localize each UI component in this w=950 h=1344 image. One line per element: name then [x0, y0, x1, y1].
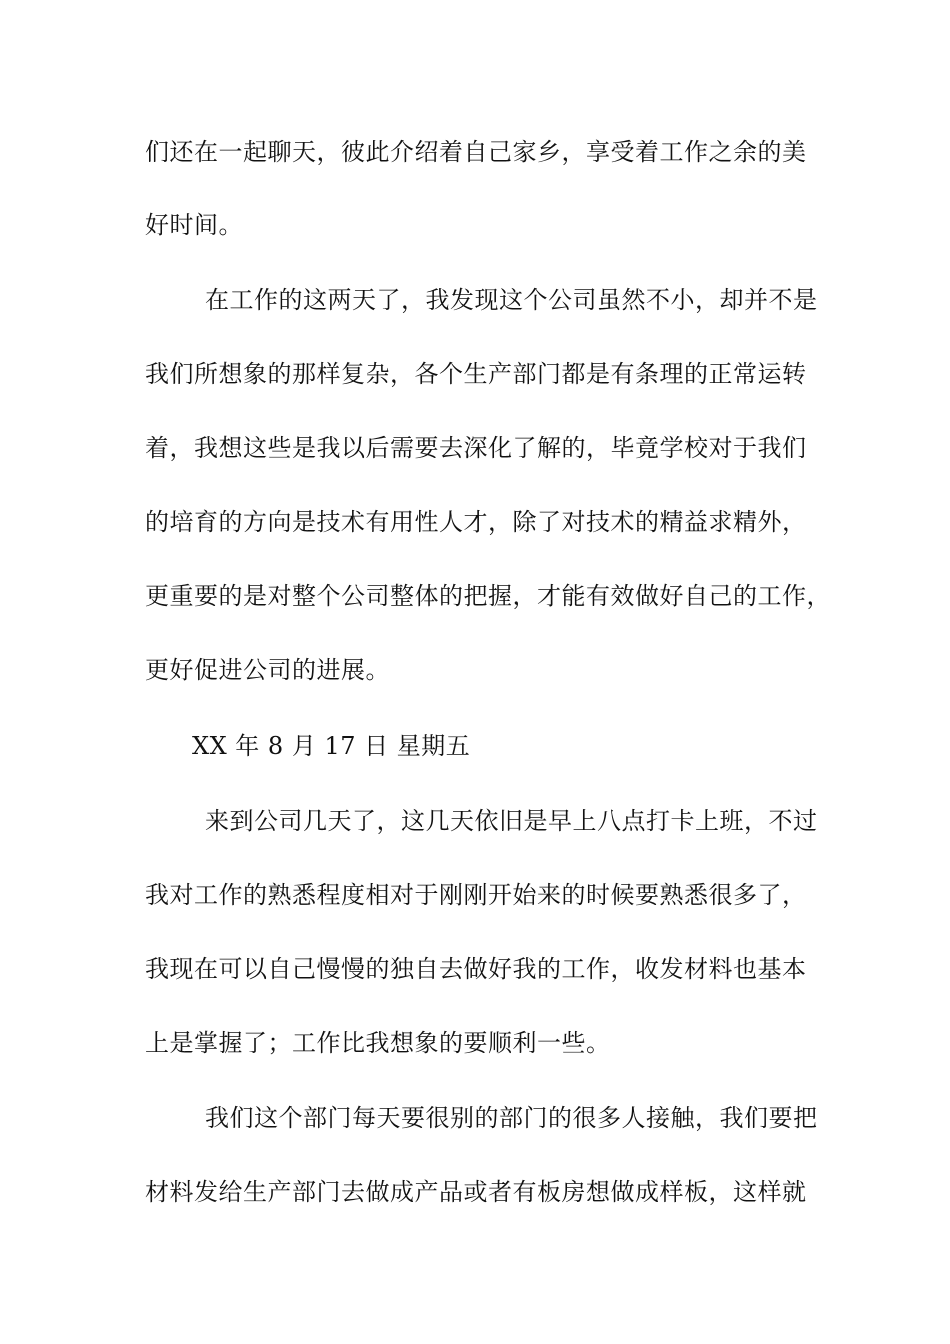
paragraph-line: 在工作的这两天了，我发现这个公司虽然不小，却并不是 [205, 286, 818, 314]
paragraph-line: 好时间。 [145, 211, 243, 239]
paragraph-line: 更重要的是对整个公司整体的把握，才能有效做好自己的工作， [145, 582, 831, 610]
paragraph-line: 上是掌握了；工作比我想象的要顺利一些。 [145, 1029, 611, 1057]
paragraph-line: 的培育的方向是技术有用性人才，除了对技术的精益求精外， [145, 508, 807, 536]
paragraph-line: 来到公司几天了，这几天依旧是早上八点打卡上班，不过 [205, 807, 818, 835]
paragraph-line: 我们这个部门每天要很别的部门的很多人接触，我们要把 [205, 1104, 818, 1132]
paragraph-line: 们还在一起聊天，彼此介绍着自己家乡，享受着工作之余的美 [145, 138, 807, 166]
paragraph-line: 我现在可以自己慢慢的独自去做好我的工作，收发材料也基本 [145, 955, 807, 983]
paragraph-line: 着，我想这些是我以后需要去深化了解的，毕竟学校对于我们 [145, 434, 807, 462]
paragraph-line: 材料发给生产部门去做成产品或者有板房想做成样板，这样就 [145, 1178, 807, 1206]
paragraph-line: 更好促进公司的进展。 [145, 656, 390, 684]
paragraph-line: 我对工作的熟悉程度相对于刚刚开始来的时候要熟悉很多了， [145, 881, 807, 909]
paragraph-line: 我们所想象的那样复杂，各个生产部门都是有条理的正常运转 [145, 360, 807, 388]
date-heading: XX 年 8 月 17 日 星期五 [192, 732, 471, 760]
